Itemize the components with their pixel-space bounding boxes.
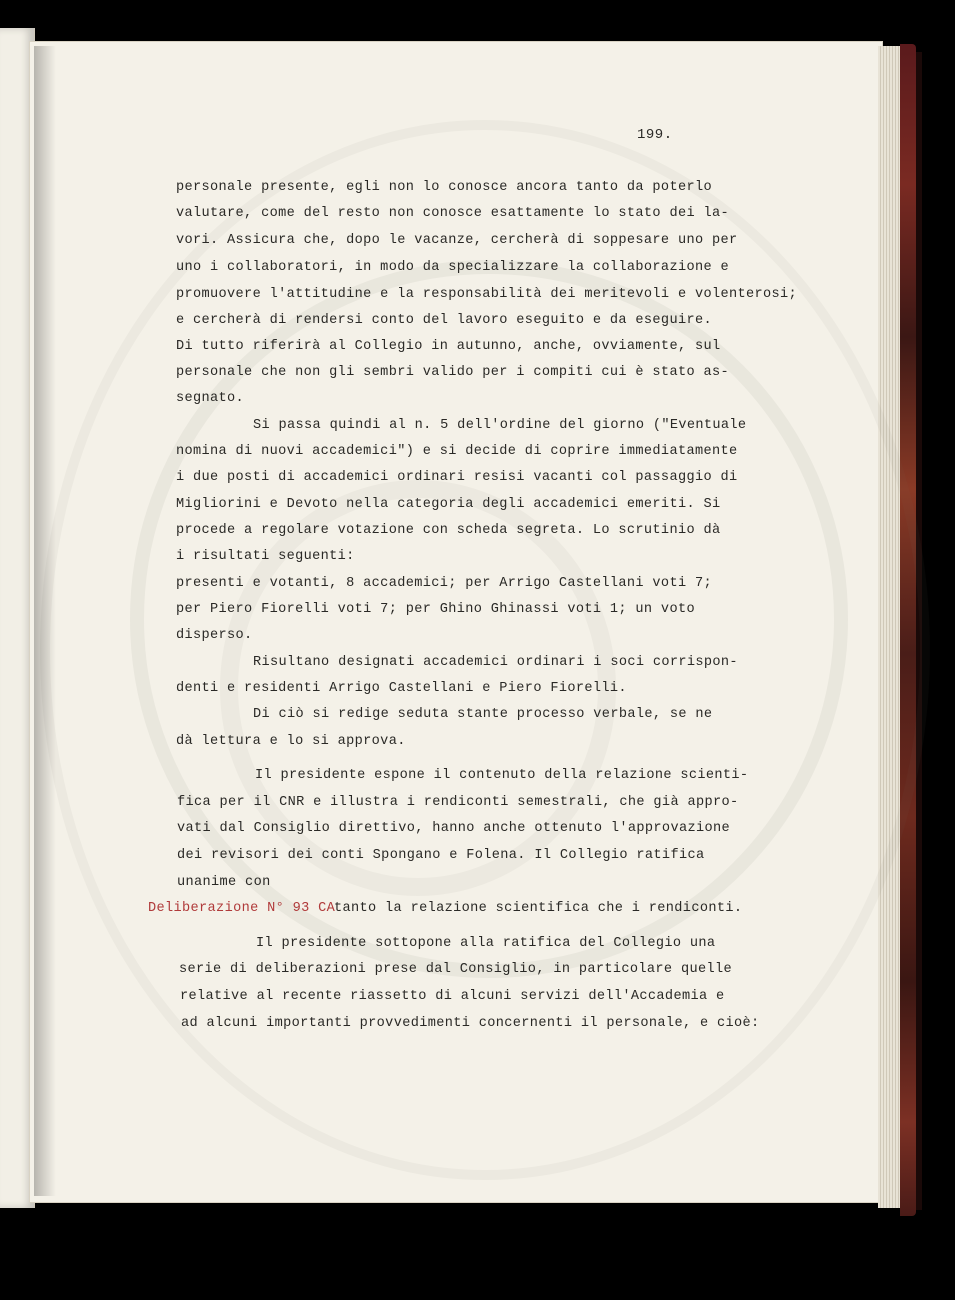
text-line: personale che non gli sembri valido per i compiti cui è stato as-	[176, 365, 729, 380]
text-line: dà lettura e lo si approva.	[176, 734, 406, 749]
text-line: Si passa quindi al n. 5 dell'ordine del giorno ("Eventuale	[253, 418, 747, 433]
text-line: relative al recente riassetto di alcuni servizi dell'Accademia e	[180, 989, 725, 1004]
text-line: i risultati seguenti:	[176, 549, 355, 564]
text-line: i due posti di accademici ordinari resisi vacanti col passaggio di	[176, 470, 738, 485]
text-line: Il presidente espone il contenuto della relazione scienti-	[255, 768, 749, 783]
text-line: Il presidente sottopone alla ratifica del Collegio una	[256, 936, 716, 951]
text-line: Di tutto riferirà al Collegio in autunno, anche, ovviamente, sul	[176, 339, 721, 354]
page-number: 199.	[637, 127, 673, 143]
text-line: Migliorini e Devoto nella categoria degli accademici emeriti. Si	[176, 497, 721, 512]
text-line: promuovere l'attitudine e la responsabilità dei meritevoli e volenterosi;	[176, 287, 798, 302]
text-line: tanto la relazione scientifica che i rendiconti.	[334, 901, 743, 916]
text-line: denti e residenti Arrigo Castellani e Piero Fiorelli.	[176, 681, 627, 696]
text-line: serie di deliberazioni prese dal Consiglio, in particolare quelle	[179, 962, 732, 977]
text-line: vati dal Consiglio direttivo, hanno anche ottenuto l'approvazione	[177, 821, 730, 836]
text-line: e cercherà di rendersi conto del lavoro eseguito e da eseguire.	[176, 313, 712, 328]
text-line: Risultano designati accademici ordinari i soci corrispon-	[253, 655, 738, 670]
text-line: fica per il CNR e illustra i rendiconti semestrali, che già appro-	[177, 795, 739, 810]
text-line: segnato.	[176, 391, 245, 406]
text-line: ad alcuni importanti provvedimenti concernenti il personale, e cioè:	[181, 1016, 760, 1031]
text-line: disperso.	[176, 628, 253, 643]
text-line: Di ciò si redige seduta stante processo verbale, se ne	[253, 707, 713, 722]
text-line: dei revisori dei conti Spongano e Folena. Il Collegio ratifica	[177, 848, 705, 863]
text-line: uno i collaboratori, in modo da specializzare la collaborazione e	[176, 260, 729, 275]
text-line: personale presente, egli non lo conosce ancora tanto da poterlo	[176, 180, 712, 195]
margin-note-deliberazione: Deliberazione N° 93 CA	[148, 901, 336, 916]
text-line: nomina di nuovi accademici") e si decide di coprire immediatamente	[176, 444, 738, 459]
text-line: presenti e votanti, 8 accademici; per Arrigo Castellani voti 7;	[176, 576, 712, 591]
text-line: unanime con	[177, 875, 271, 890]
text-line: valutare, come del resto non conosce esattamente lo stato dei la-	[176, 206, 729, 221]
text-line: vori. Assicura che, dopo le vacanze, cercherà di soppesare uno per	[176, 233, 738, 248]
gutter-shadow	[34, 46, 56, 1196]
text-line: procede a regolare votazione con scheda segreta. Lo scrutinio dà	[176, 523, 721, 538]
text-line: per Piero Fiorelli voti 7; per Ghino Ghinassi voti 1; un voto	[176, 602, 695, 617]
